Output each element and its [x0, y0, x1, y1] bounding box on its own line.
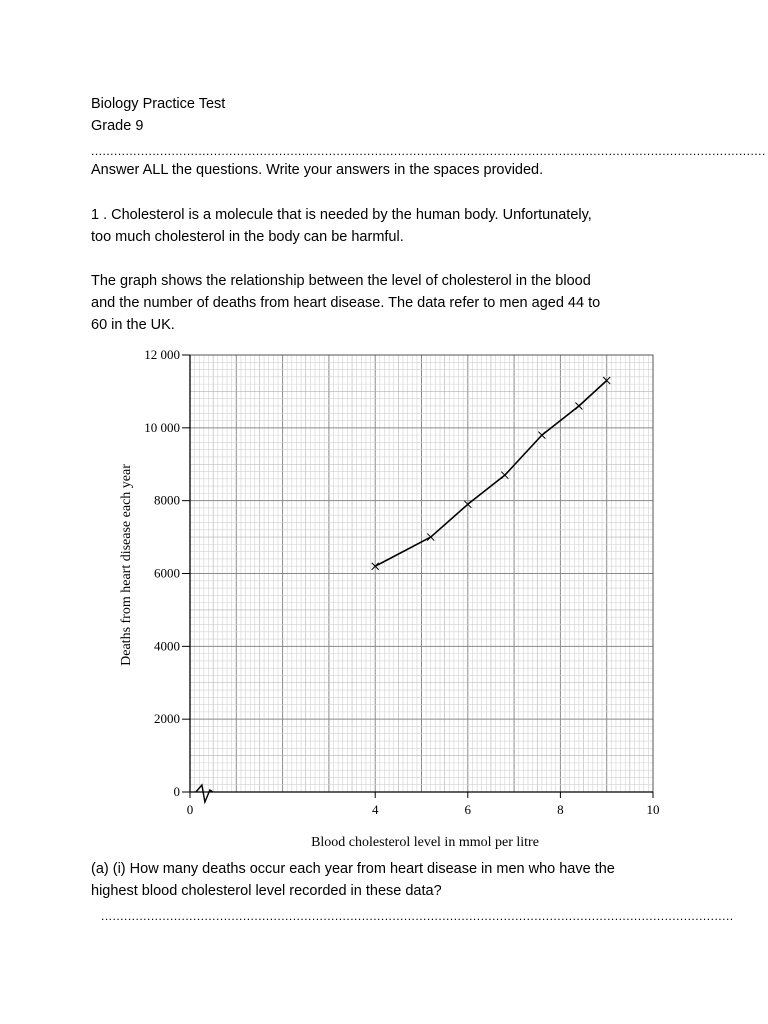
y-tick-label: 4000 [154, 638, 180, 654]
answer-line[interactable]: ..................................................................................................................................................................... [101, 909, 734, 923]
chart-grid [190, 355, 653, 792]
grade-label: Grade 9 [91, 118, 144, 134]
y-axis-label: Deaths from heart disease each year [119, 464, 134, 666]
header-divider: ................................................................................................................................................................................ [91, 144, 766, 158]
q1-intro-line1: 1 . Cholesterol is a molecule that is needed by the human body. Unfortunately, [91, 207, 592, 223]
q1a-line1: (a) (i) How many deaths occur each year from heart disease in men who have the [91, 861, 615, 877]
q1-graph-line3: 60 in the UK. [91, 317, 175, 333]
chart-tick-labels [144, 347, 659, 817]
y-tick-label: 0 [173, 784, 180, 799]
q1a-line2: highest blood cholesterol level recorded in these data? [91, 883, 442, 899]
x-tick-label: 6 [464, 802, 472, 817]
q1-graph-line2: and the number of deaths from heart disease. The data refer to men aged 44 to [91, 295, 601, 311]
x-tick-label: 8 [557, 802, 564, 817]
y-tick-label: 8000 [154, 492, 180, 508]
y-tick-label: 6000 [154, 565, 180, 581]
cholesterol-deaths-chart [100, 340, 670, 860]
instructions: Answer ALL the questions. Write your answers in the spaces provided. [91, 162, 544, 178]
x-axis-label: Blood cholesterol level in mmol per litre [311, 835, 539, 850]
x-tick-label: 10 [646, 802, 660, 817]
q1-intro-line2: too much cholesterol in the body can be harmful. [91, 229, 404, 245]
test-title: Biology Practice Test [91, 96, 226, 112]
axis-break-mark [196, 785, 213, 802]
y-tick-label: 2000 [154, 711, 180, 727]
x-tick-label: 0 [186, 802, 194, 817]
y-tick-label: 10 000 [144, 419, 180, 435]
x-tick-label: 4 [371, 802, 379, 817]
q1-graph-line1: The graph shows the relationship between the level of cholesterol in the blood [91, 273, 591, 289]
y-tick-label: 12 000 [144, 347, 180, 362]
